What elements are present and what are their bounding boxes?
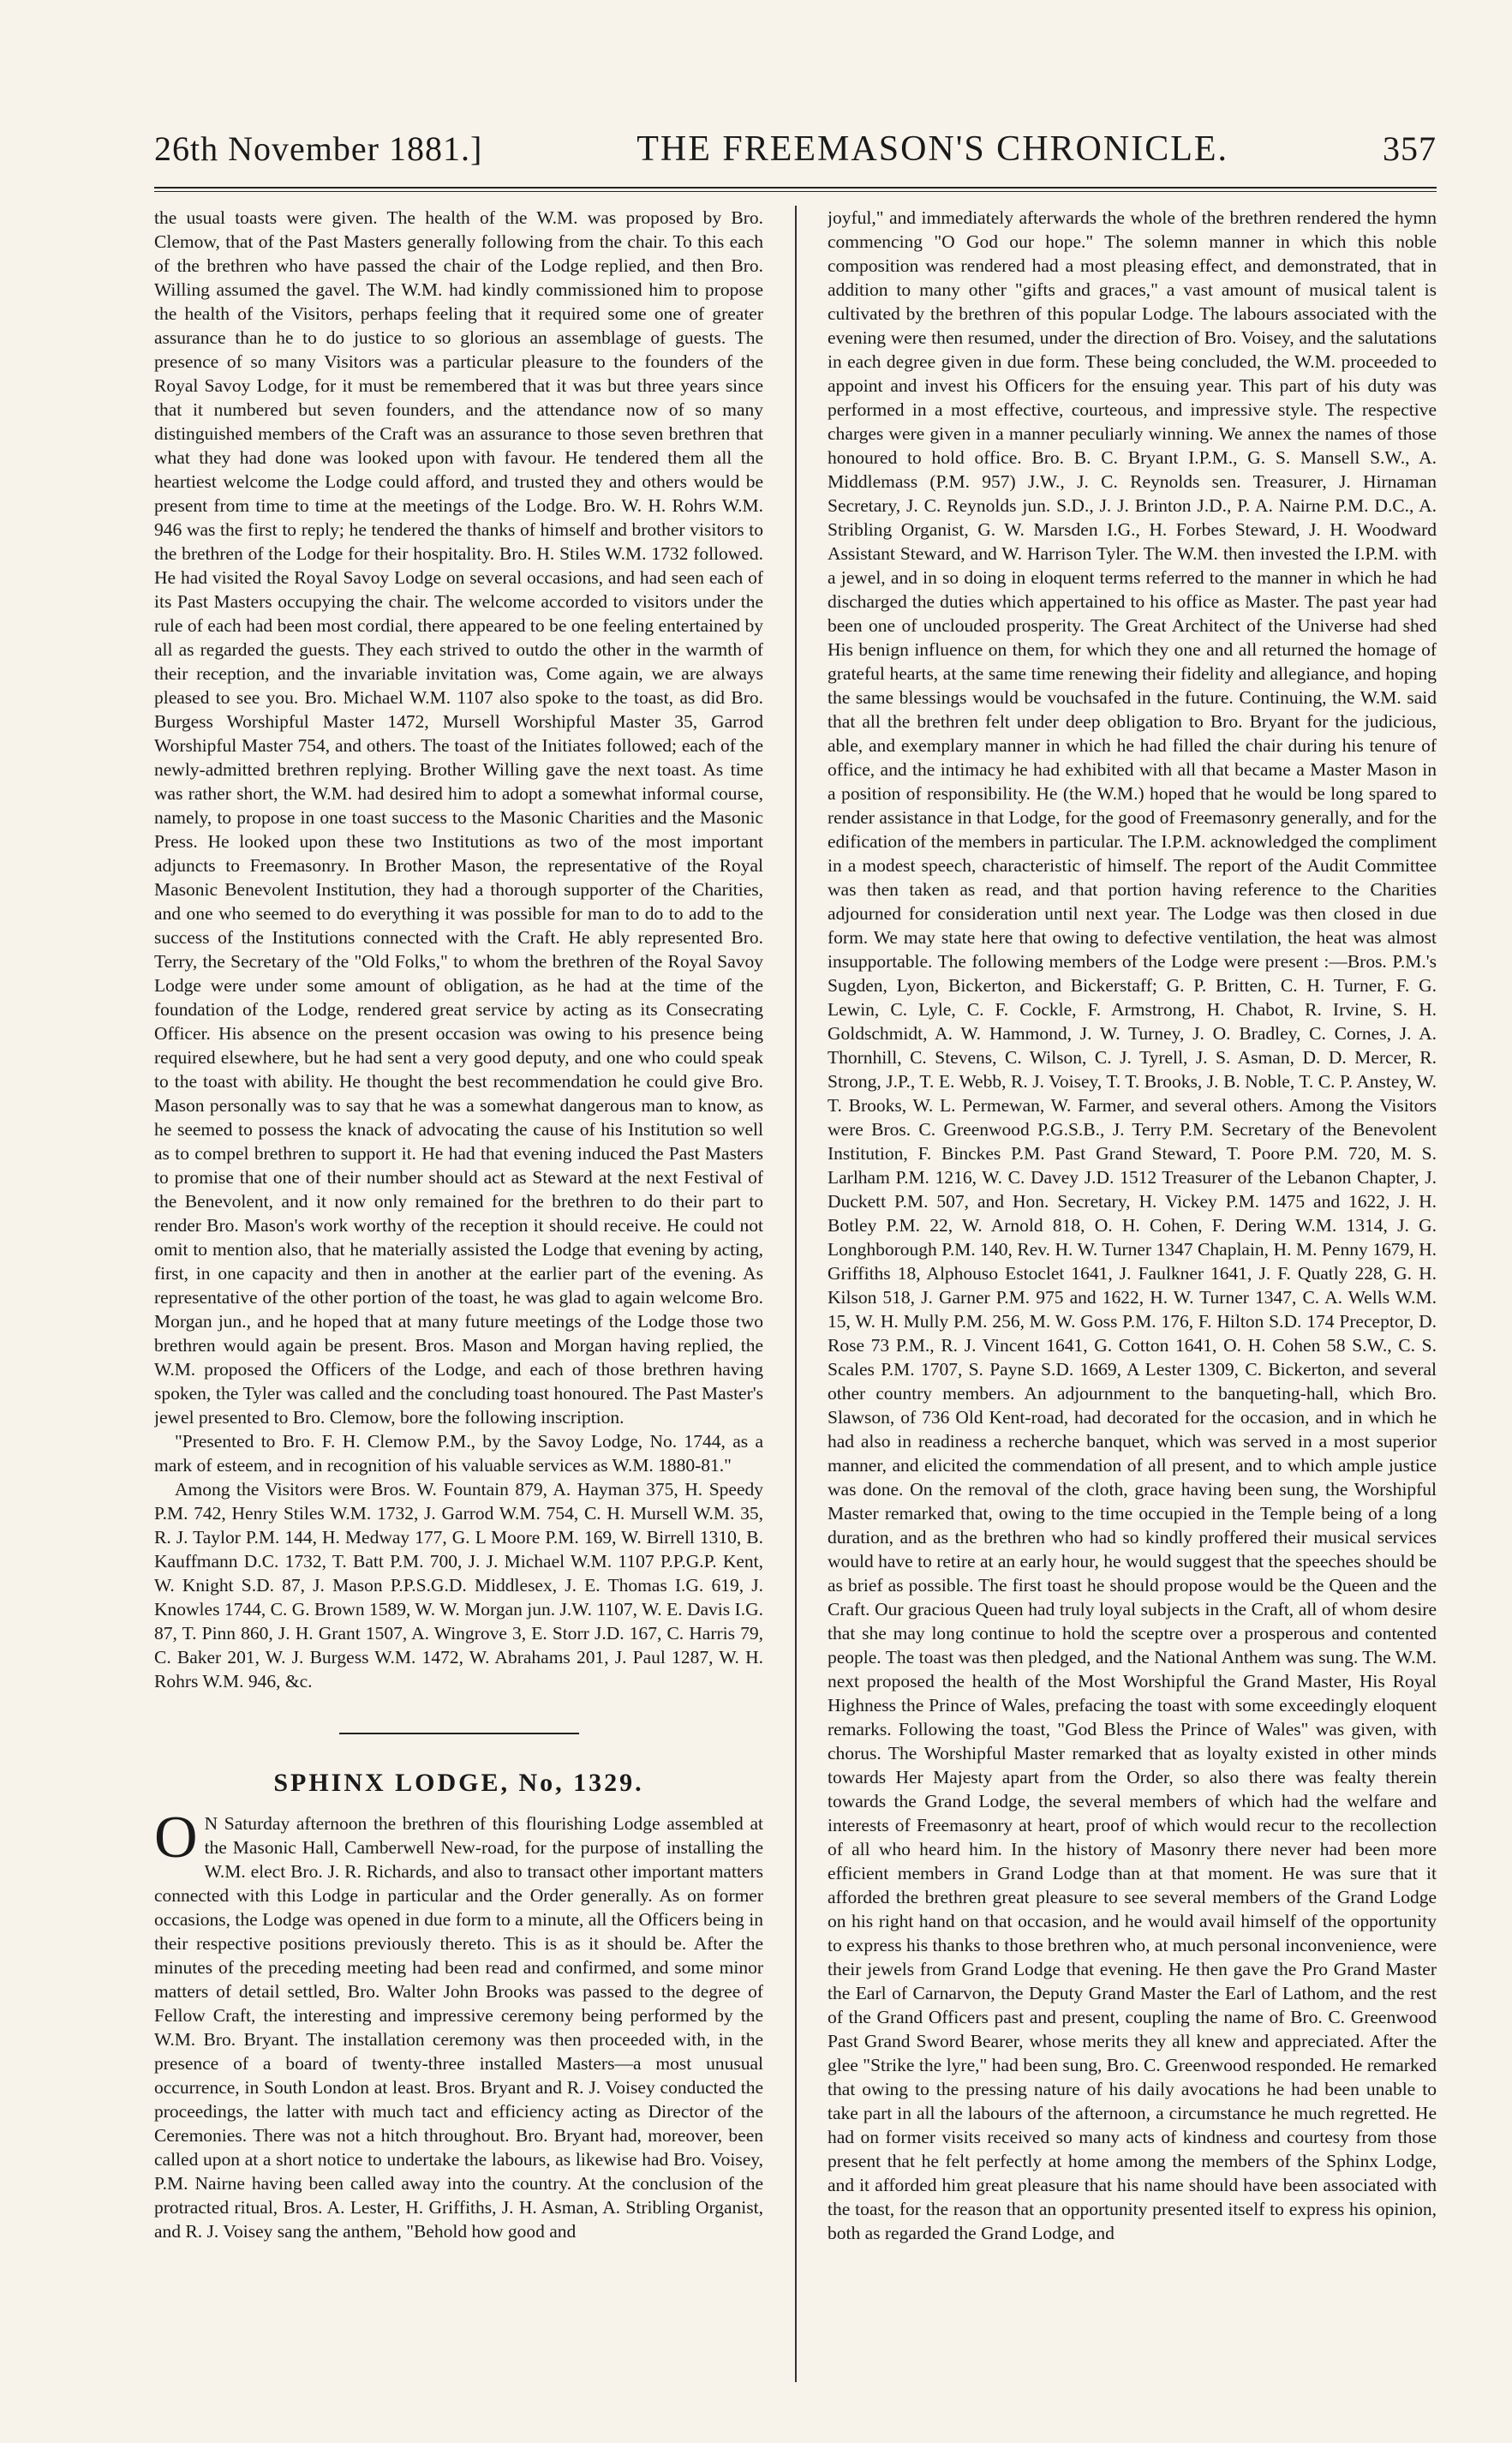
royal-savoy-report-paragraph: the usual toasts were given. The health of the W.M. was proposed by Bro. Clemow, that of the Past Masters generally following from the chair. To this each of the brethren who have passed the chair of the Lodge replied, and then Bro. Willing assumed the gavel. The W.M. had kindly commissioned him to propose the health of the Visitors, perhaps feeling that it required some one of greater assurance than he to do justice to so glorious an assemblage of guests. The presence of so many Visitors was a particular pleasure to the founders of the Royal Savoy Lodge, for it must be remembered that it was but three years since that it numbered but seven founders, and the attendance now of so many distinguished members of the Craft was an assurance to those seven brethren that what they had done was looked upon with favour. He tendered them all the heartiest welcome the Lodge could afford, and trusted they and others would be present from time to time at the meetings of the Lodge. Bro. W. H. Rohrs W.M. 946 was the first to reply; he tendered the thanks of himself and brother visitors to the brethren of the Lodge for their hospitality. Bro. H. Stiles W.M. 1732 followed. He had visited the Royal Savoy Lodge on several occasions, and had seen each of its Past Masters occupying the chair. The welcome accorded to visitors under the rule of each had been most cordial, there appeared to be one feeling entertained by all as regarded the guests. They each strived to outdo the other in the warmth of their reception, and the invariable invitation was, Come again, we are always pleased to see you. Bro. Michael W.M. 1107 also spoke to the toast, as did Bro. Burgess Worshipful Master 1472, Mursell Worshipful Master 35, Garrod Worshipful Master 754, and others. The toast of the Initiates followed; each of the newly-admitted brethren replying. Brother Willing gave the next toast. As time was rather short, the W.M. had desired him to adopt a somewhat informal course, namely, to propose in one toast success to the Masonic Charities and the Masonic Press. He looked upon these two Institutions as two of the most important adjuncts to Freemasonry. In Brother Mason, the representative of the Royal Masonic Benevolent Institution, they had a thorough supporter of the Charities, and one who seemed to do everything it was possible for man to do to add to the success of the Institutions connected with the Craft. He ably represented Bro. Terry, the Secretary of the "Old Folks," to whom the brethren of the Royal Savoy Lodge were under some amount of obligation, as he had at the time of the foundation of the Lodge, rendered great service by acting as its Consecrating Officer. His absence on the present occasion was owing to his presence being required elsewhere, but he had sent a very good deputy, and one who could speak to the toast with ability. He thought the best recommendation he could give Bro. Mason personally was to say that he was a somewhat dangerous man to know, as he seemed to possess the knack of advocating the cause of his Institution so well as to compel brethren to support it. He had that evening induced the Past Masters to promise that one of their number should act as Steward at the next Festival of the Benevolent, and it now only remained for the brethren to do their part to render Bro. Mason's work worthy of the reception it should receive. He could not omit to mention also, that he materially assisted the Lodge that evening by acting, first, in one capacity and then in another at the earlier part of the evening. As representative of the other portion of the toast, he was glad to again welcome Bro. Morgan jun., and he hoped that at many future meetings of the Lodge those two brethren would again be present. Bros. Mason and Morgan having replied, the W.M. proposed the Officers of the Lodge, and each of those brethren having spoken, the Tyler was called and the concluding toast honoured. The Past Master's jewel presented to Bro. Clemow, bore the following inscription. [154,207,763,1428]
sphinx-lodge-paragraph: N Saturday afternoon the brethren of this flourishing Lodge assembled at the Masonic Hall, Camberwell New-road, for the purpose of installing the W.M. elect Bro. J. R. Richards, and also to transact other important matters connected with this Lodge in particular and the Order generally. As on former occasions, the Lodge was opened in due form to a minute, all the Officers being in their respective positions previously thereto. This is as it should be. After the minutes of the preceding meeting had been read and confirmed, and some minor matters of detail settled, Bro. Walter John Brooks was passed to the degree of Fellow Craft, the interesting and impressive ceremony being performed by the W.M. Bro. Bryant. The installation ceremony was then proceeded with, in the presence of a board of twenty-three installed Masters—a most unusual occurrence, in South London at least. Bros. Bryant and R. J. Voisey conducted the proceedings, the latter with much tact and efficiency acting as Director of the Ceremonies. There was not a hitch throughout. Bro. Bryant had, moreover, been called upon at a short notice to undertake the labours, as likewise had Bro. Voisey, P.M. Nairne having been called away into the country. At the conclusion of the protracted ritual, Bros. A. Lester, H. Griffiths, J. H. Asman, A. Stribling Organist, and R. J. Voisey sang the anthem, "Behold how good and [154,1813,763,2242]
jewel-inscription: "Presented to Bro. F. H. Clemow P.M., by the Savoy Lodge, No. 1744, as a mark of esteem, and in recognition of his valuable services as W.M. 1880-81." [154,1431,763,1476]
visitors-list-paragraph: Among the Visitors were Bros. W. Fountain 879, A. Hayman 375, H. Speedy P.M. 742, Henry Stiles W.M. 1732, J. Garrod W.M. 754, C. H. Mursell W.M. 35, R. J. Taylor P.M. 144, H. Medway 177, G. L Moore P.M. 169, W. Birrell 1310, B. Kauffmann D.C. 1732, T. Batt P.M. 700, J. J. Michael W.M. 1107 P.P.G.P. Kent, W. Knight S.D. 87, J. Mason P.P.S.G.D. Middlesex, J. E. Thomas I.G. 619, J. Knowles 1744, C. G. Brown 1589, W. W. Morgan jun. J.W. 1107, W. E. Davis I.G. 87, T. Pinn 860, J. H. Grant 1507, A. Wingrove 3, E. Storr J.D. 167, C. Harris 79, C. Baker 201, W. J. Burgess W.M. 1472, W. Abrahams 201, J. Paul 1287, W. H. Rohrs W.M. 946, &c. [154,1479,763,1692]
section-separator [339,1733,579,1734]
sphinx-lodge-continuation-paragraph: joyful," and immediately afterwards the whole of the brethren rendered the hymn commencing "O God our hope." The solemn manner in which this noble composition was rendered had a most pleasing effect, and demonstrated, that in addition to many other "gifts and graces," a vast amount of musical talent is cultivated by the brethren of this popular Lodge. The labours associated with the evening were then resumed, under the direction of Bro. Voisey, and the salutations in each degree given in due form. These being concluded, the W.M. proceeded to appoint and invest his Officers for the ensuing year. This part of his duty was performed in a most effective, courteous, and impressive style. The respective charges were given in a manner peculiarly winning. We annex the names of those honoured to hold office. Bro. B. C. Bryant I.P.M., G. S. Mansell S.W., A. Middlemass (P.M. 957) J.W., J. C. Reynolds sen. Treasurer, J. Hirnaman Secretary, J. C. Reynolds jun. S.D., J. J. Brinton J.D., P. A. Nairne P.M. D.C., A. Stribling Organist, G. W. Marsden I.G., H. Forbes Steward, J. H. Woodward Assistant Steward, and W. Harrison Tyler. The W.M. then invested the I.P.M. with a jewel, and in so doing in eloquent terms referred to the manner in which he had discharged the duties which appertained to his office as Master. The past year had been one of unclouded prosperity. The Great Architect of the Universe had shed His benign influence on them, for which they one and all returned the homage of grateful hearts, at the same time renewing their fidelity and allegiance, and hoping the same blessings would be vouchsafed in the future. Continuing, the W.M. said that all the brethren felt under deep obligation to Bro. Bryant for the judicious, able, and exemplary manner in which he had filled the chair during his tenure of office, and the intimacy he had exhibited with all that became a Master Mason in a position of responsibility. He (the W.M.) hoped that he would be long spared to render assistance in that Lodge, for the good of Freemasonry generally, and for the edification of the members in particular. The I.P.M. acknowledged the compliment in a modest speech, characteristic of himself. The report of the Audit Committee was then taken as read, and that portion having reference to the Charities adjourned for consideration until next year. The Lodge was then closed in due form. We may state here that owing to defective ventilation, the heat was almost insupportable. The following members of the Lodge were present :—Bros. P.M.'s Sugden, Lyon, Bickerton, and Bickerstaff; G. P. Britten, C. H. Turner, F. G. Lewin, C. Lyle, C. F. Cockle, F. Armstrong, H. Chabot, R. Irvine, S. H. Goldschmidt, A. W. Hammond, J. W. Turney, J. O. Bradley, C. Cornes, J. A. Thornhill, C. Stevens, C. Wilson, C. J. Tyrell, J. S. Asman, D. D. Mercer, R. Strong, J.P., T. E. Webb, R. J. Voisey, T. T. Brooks, J. B. Noble, T. C. P. Anstey, W. T. Brooks, W. L. Permewan, W. Farmer, and several others. Among the Visitors were Bros. C. Greenwood P.G.S.B., J. Terry P.M. Secretary of the Benevolent Institution, F. Binckes P.M. Past Grand Steward, T. Poore P.M. 720, M. S. Larlham P.M. 1216, W. C. Davey J.D. 1512 Treasurer of the Lebanon Chapter, J. Duckett P.M. 507, and Hon. Secretary, H. Vickey P.M. 1475 and 1622, J. H. Botley P.M. 22, W. Arnold 818, O. H. Cohen, F. Dering W.M. 1314, J. G. Longhborough P.M. 140, Rev. H. W. Turner 1347 Chaplain, H. M. Penny 1679, H. Griffiths 18, Alphouso Estoclet 1641, J. Faulkner 1641, J. F. Quatly 228, G. H. Kilson 518, J. Garner P.M. 975 and 1622, H. W. Turner 1347, C. A. Wells W.M. 15, W. H. Mully P.M. 256, M. W. Goss P.M. 176, F. Hilton S.D. 174 Preceptor, D. Rose 73 P.M., R. J. Vincent 1641, G. Cotton 1641, O. H. Cohen 58 S.W., C. S. Scales P.M. 1707, S. Payne S.D. 1669, A Lester 1309, C. Bickerton, and several other country members. An adjournment to the banqueting-hall, which Bro. Slawson, of 736 Old Kent-road, had decorated for the occasion, and in which he had also in readiness a recherche banquet, which was served in a most superior manner, and elicited the commendation of all present, and to which ample justice was done. On the removal of the cloth, grace having been sung, the Worshipful Master remarked that, owing to the time occupied in the Temple being of a long duration, and as the brethren who had so kindly proffered their musical services would have to retire at an early hour, he would suggest that the speeches should be as brief as possible. The first toast he should propose would be the Queen and the Craft. Our gracious Queen had truly loyal subjects in the Craft, all of whom desire that she may long continue to hold the sceptre over a prosperous and contented people. The toast was then pledged, and the National Anthem was sung. The W.M. next proposed the health of the Most Worshipful the Grand Master, His Royal Highness the Prince of Wales, prefacing the toast with some exceedingly eloquent remarks. Following the toast, "God Bless the Prince of Wales" was given, with chorus. The Worshipful Master remarked that as loyalty existed in other minds towards Her Majesty apart from the Order, so also there was fealty therein towards the Grand Lodge, the several members of which had the welfare and interests of Freemasonry at heart, proof of which would recur to the recollection of all who heard him. In the history of Masonry there never had been more efficient members in Grand Lodge than at that moment. He was sure that it afforded the brethren great pleasure to see several members of the Grand Lodge on his right hand on that occasion, and he would avail himself of the opportunity to express his thanks to those brethren who, at much personal inconvenience, were their jewels from Grand Lodge that evening. He then gave the Pro Grand Master the Earl of Carnarvon, the Deputy Grand Master the Earl of Lathom, and the rest of the Grand Officers past and present, coupling the name of Bro. C. Greenwood Past Grand Sword Bearer, whose merits they all knew and appreciated. After the glee "Strike the lyre," had been sung, Bro. C. Greenwood responded. He remarked that owing to the pressing nature of his daily avocations he had been unable to take part in all the labours of the afternoon, a circumstance he much regretted. He had on former visits received so many acts of kindness and courtesy from those present that he felt perfectly at home among the members of the Sphinx Lodge, and it afforded him great pleasure that his name should have been associated with the toast, for the reason that an opportunity presented itself to express his opinion, both as regarded the Grand Lodge, and [828,207,1437,2243]
article-columns [154,206,1437,2382]
masthead [154,129,1437,180]
right-column [828,206,1437,2382]
sphinx-lodge-opening [154,1805,763,2243]
left-column [154,206,763,2382]
drop-cap: O [154,1805,198,1871]
column-divider [795,206,797,2382]
page-number: 357 [1382,129,1437,168]
publication-title: THE FREEMASON'S CHRONICLE. [636,129,1229,169]
section-heading: SPHINX LODGE, No, 1329. [273,1769,644,1797]
issue-date: 26th November 1881.] [154,129,483,168]
masthead-rule [154,187,1437,192]
